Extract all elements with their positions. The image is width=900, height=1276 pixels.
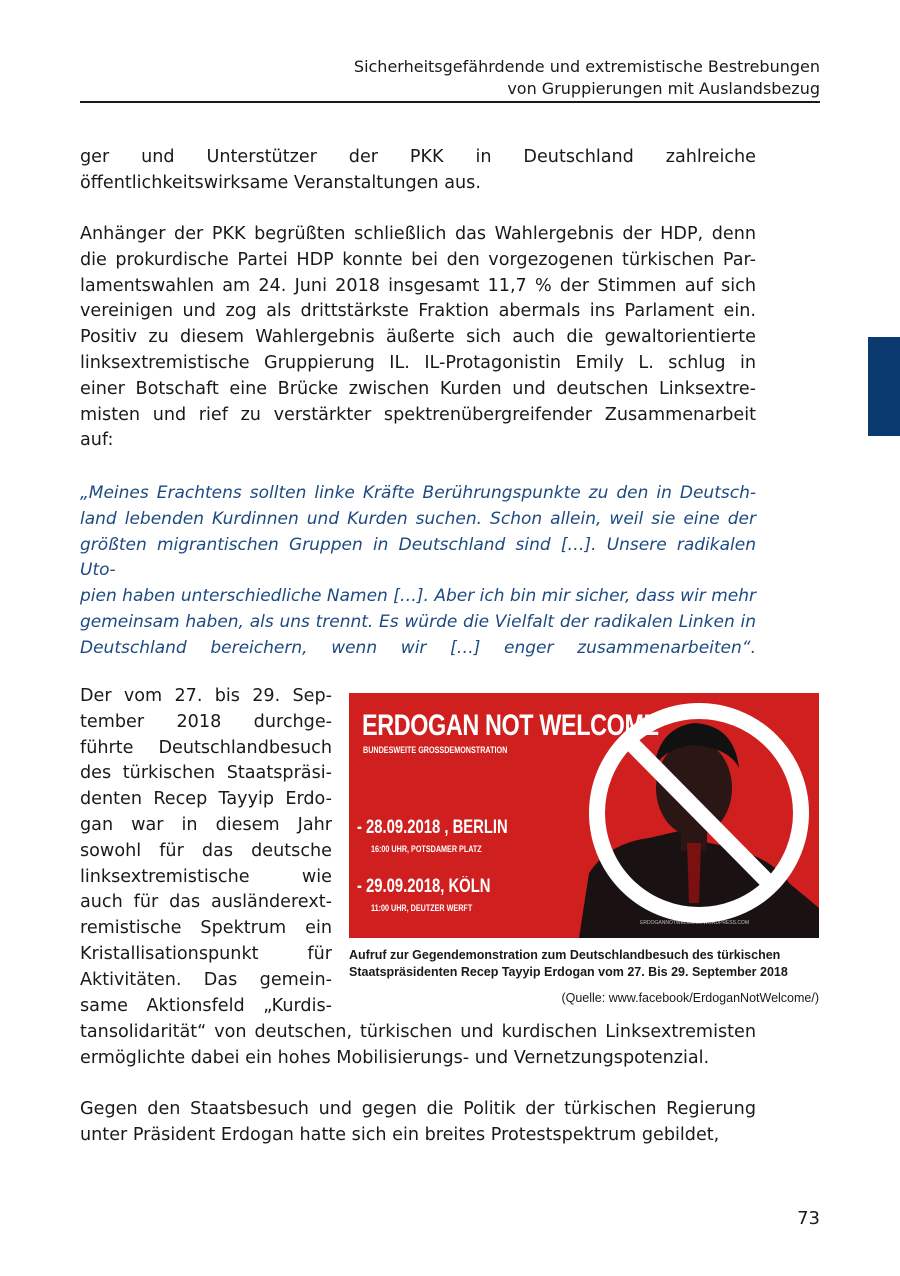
text-line: remistische Spektrum ein bbox=[80, 918, 332, 939]
text-line: ger und Unterstützer der PKK in Deutschland zahlreiche bbox=[80, 147, 756, 167]
poster-event-1-date: - 28.09.2018 , BERLIN bbox=[357, 817, 508, 838]
text-line: auf: bbox=[80, 430, 114, 451]
text-line: unter Präsident Erdogan hatte sich ein breites Protestspektrum gebildet, bbox=[80, 1124, 720, 1145]
running-header bbox=[80, 56, 820, 100]
quote-line: größten migrantischen Gruppen in Deutschland sind […]. Unsere radikalen Uto- bbox=[80, 534, 756, 581]
text-line: denten Recep Tayyip Erdo- bbox=[80, 789, 332, 810]
poster-event-1-time: 16:00 UHR, POTSDAMER PLATZ bbox=[371, 844, 482, 854]
poster-subtitle: BUNDESWEITE GROSSDEMONSTRATION bbox=[363, 745, 508, 755]
text-line: tember 2018 durchge- bbox=[80, 711, 332, 732]
text-line: einer Botschaft eine Brücke zwischen Kurden und deutschen Linksextre- bbox=[80, 378, 756, 399]
chapter-side-tab bbox=[868, 337, 900, 436]
text-line: lamentswahlen am 24. Juni 2018 insgesamt 11,7 % der Stimmen auf sich bbox=[80, 275, 756, 296]
text-line: same Aktionsfeld „Kurdis- bbox=[80, 995, 332, 1016]
text-line: auch für das ausländerext- bbox=[80, 892, 332, 913]
poster-event-2-time: 11:00 UHR, DEUTZER WERFT bbox=[371, 903, 473, 913]
poster-url: ERDOGANNOTWELCOME.WORDPRESS.COM bbox=[640, 920, 749, 926]
quote-line: land lebenden Kurdinnen und Kurden suchen. Schon allein, weil sie eine der bbox=[80, 508, 756, 529]
paragraph-2 bbox=[80, 222, 756, 454]
text-line: Positiv zu diesem Wahlergebnis äußerte sich auch die gewaltorientierte bbox=[80, 327, 756, 348]
caption-line-2: Staatspräsidenten Recep Tayyip Erdogan vom 27. Bis 29. September 2018 bbox=[349, 965, 788, 979]
text-line: Der vom 27. bis 29. Sep- bbox=[80, 686, 332, 706]
text-line: Anhänger der PKK begrüßten schließlich das Wahlergebnis der HDP, denn bbox=[80, 224, 756, 244]
figure-source: (Quelle: www.facebook/ErdoganNotWelcome/) bbox=[561, 991, 819, 1005]
text-line: führte Deutschlandbesuch bbox=[80, 737, 332, 758]
text-line: Kristallisationspunkt für bbox=[80, 943, 332, 964]
text-line: ermöglichte dabei ein hohes Mobilisierungs- und Vernetzungspotenzial. bbox=[80, 1047, 710, 1068]
caption-line-1: Aufruf zur Gegendemonstration zum Deutschlandbesuch des türkischen bbox=[349, 948, 781, 962]
text-line: misten und rief zu verstärkter spektrenübergreifender Zusammenarbeit bbox=[80, 404, 756, 425]
text-line: des türkischen Staatspräsi- bbox=[80, 763, 332, 784]
text-line: Gegen den Staatsbesuch und gegen die Politik der türkischen Regierung bbox=[80, 1099, 756, 1119]
quote-line: gemeinsam haben, als uns trennt. Es würde die Vielfalt der radikalen Linken in bbox=[80, 611, 756, 632]
protest-poster-image bbox=[349, 693, 819, 938]
text-line: Aktivitäten. Das gemein- bbox=[80, 969, 332, 990]
figure-caption bbox=[349, 947, 819, 981]
quote-line: pien haben unterschiedliche Namen […]. Aber ich bin mir sicher, dass wir mehr bbox=[80, 586, 756, 607]
quote-line: Deutschland bereichern, wenn wir […] enger zusammenarbeiten“. bbox=[80, 637, 756, 658]
paragraph-1 bbox=[80, 145, 756, 197]
paragraph-3-wrapped bbox=[80, 684, 332, 1019]
text-line: die prokurdische Partei HDP konnte bei den vorgezogenen türkischen Par- bbox=[80, 249, 756, 270]
text-line: vereinigen und zog als drittstärkste Fraktion abermals ins Parlament ein. bbox=[80, 301, 756, 322]
poster-event-2-date: - 29.09.2018, KÖLN bbox=[357, 876, 491, 897]
page-number: 73 bbox=[797, 1208, 820, 1229]
block-quote bbox=[80, 481, 756, 662]
paragraph-3-continuation bbox=[80, 1020, 756, 1072]
running-header-line-1: Sicherheitsgefährdende und extremistische Bestrebungen bbox=[353, 57, 820, 76]
header-divider bbox=[80, 101, 820, 103]
text-line: öffentlichkeitswirksame Veranstaltungen aus. bbox=[80, 172, 481, 193]
text-line: linksextremistische Gruppierung IL. IL-Protagonistin Emily L. schlug in bbox=[80, 352, 756, 373]
running-header-line-2: von Gruppierungen mit Auslandsbezug bbox=[507, 79, 820, 98]
text-line: linksextremistische wie bbox=[80, 866, 332, 887]
paragraph-4 bbox=[80, 1097, 756, 1149]
text-line: sowohl für das deutsche bbox=[80, 840, 332, 861]
text-line: gan war in diesem Jahr bbox=[80, 814, 332, 835]
poster-title: ERDOGAN NOT WELCOME bbox=[362, 709, 659, 742]
quote-line: „Meines Erachtens sollten linke Kräfte Berührungspunkte zu den in Deutsch- bbox=[80, 483, 756, 503]
text-line: tansolidarität“ von deutschen, türkischen und kurdischen Linksextremisten bbox=[80, 1022, 756, 1042]
